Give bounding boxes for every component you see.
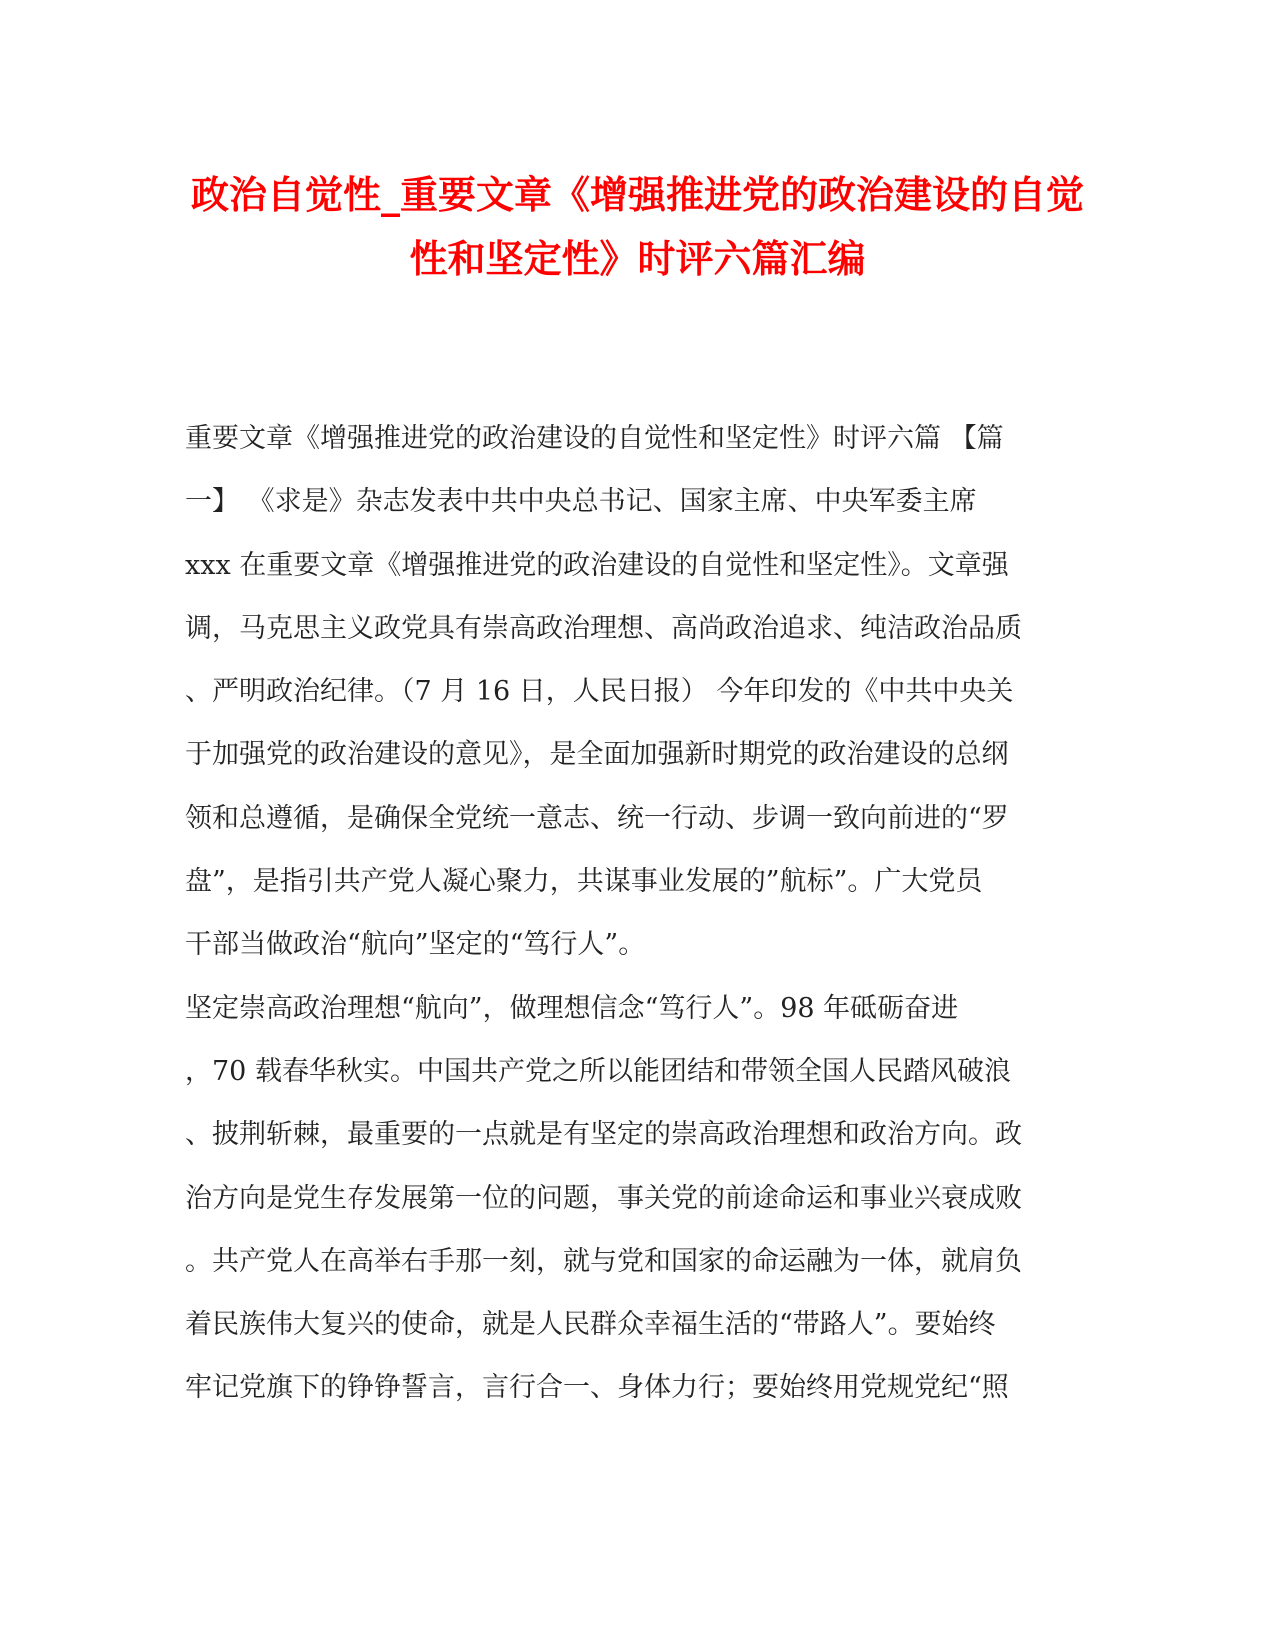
body-line: ，70 载春华秋实。中国共产党之所以能团结和带领全国人民踏风破浪 [185,1055,1011,1087]
body-line: 一】 《求是》杂志发表中共中央总书记、国家主席、中央军委主席 [185,486,977,518]
title-line: 政治自觉性_重要文章《增强推进党的政治建设的自觉 [190,172,1084,217]
body-line: 牢记党旗下的铮铮誓言，言行合一、身体力行；要始终用党规党纪“照 [185,1372,1009,1404]
body-line: 、披荆斩棘，最重要的一点就是有坚定的崇高政治理想和政治方向。政 [185,1119,1022,1151]
document-body [185,407,1090,1420]
body-line: 着民族伟大复兴的使命，就是人民群众幸福生活的“带路人”。要始终 [185,1309,996,1341]
body-line: 调，马克思主义政党具有崇高政治理想、高尚政治追求、纯洁政治品质 [185,612,1022,644]
body-line: 治方向是党生存发展第一位的问题，事关党的前途命运和事业兴衰成败 [185,1182,1022,1214]
body-line: 领和总遵循，是确保全党统一意志、统一行动、步调一致向前进的“罗 [185,802,1009,834]
document-title [185,163,1090,291]
body-line: 、严明政治纪律。（7 月 16 日，人民日报） 今年印发的《中共中央关 [185,676,1014,708]
body-line: 于加强党的政治建设的意见》，是全面加强新时期党的政治建设的总纲 [185,739,1009,771]
body-line: 盘”，是指引共产党人凝心聚力，共谋事业发展的”航标”。广大党员 [185,866,983,898]
body-line: 坚定崇高政治理想“航向”，做理想信念“笃行人”。98 年砥砺奋进 [185,992,959,1024]
body-line: 。共产党人在高举右手那一刻，就与党和国家的命运融为一体，就肩负 [185,1245,1022,1277]
body-line: 重要文章《增强推进党的政治建设的自觉性和坚定性》时评六篇 【篇 [185,423,1004,454]
title-line: 性和坚定性》时评六篇汇编 [409,236,866,281]
body-line: 干部当做政治“航向”坚定的“笃行人”。 [185,929,646,961]
body-line: xxx 在重要文章《增强推进党的政治建设的自觉性和坚定性》。文章强 [185,549,1009,581]
